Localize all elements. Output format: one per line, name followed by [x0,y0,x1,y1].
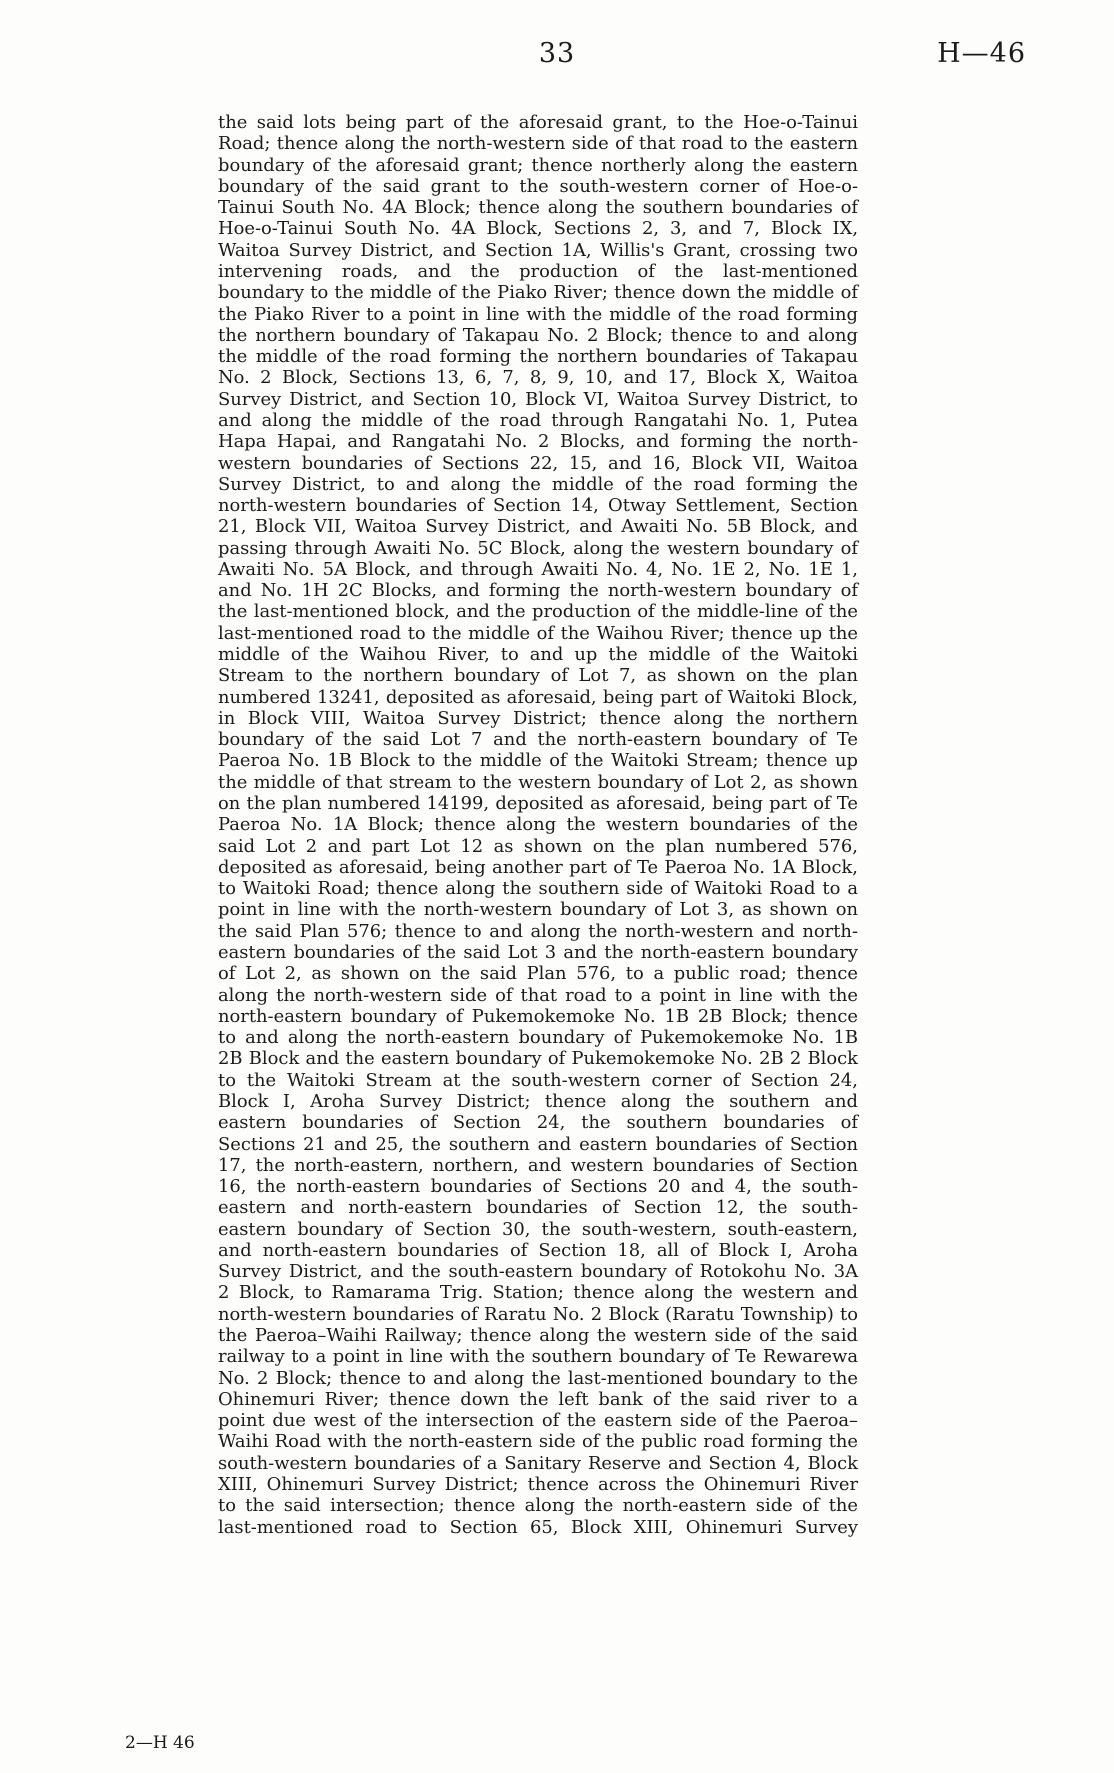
page-number: 33 [538,38,576,69]
printer-signature: 2—H 46 [125,1733,195,1753]
paragraph: the said lots being part of the aforesaid grant, to the Hoe-o-Tainui Road; thence along the north-western side of that road to the eastern boundary of the aforesaid grant; thence northerly along the eastern boundary of the said grant to the south-western corner of Hoe-o-Tainui South No. 4A Block; thence along the southern boundaries of Hoe-o-Tainui South No. 4A Block, Sections 2, 3, and 7, Block IX, Waitoa Survey District, and Section 1A, Willis's Grant, crossing two intervening roads, and the production of the last-mentioned boundary to the middle of the Piako River; thence down the middle of the Piako River to a point in line with the middle of the road forming the northern boundary of Takapau No. 2 Block; thence to and along the middle of the road forming the northern boundaries of Takapau No. 2 Block, Sections 13, 6, 7, 8, 9, 10, and 17, Block X, Waitoa Survey District, and Section 10, Block VI, Waitoa Survey District, to and along the middle of the road through Rangatahi No. 1, Putea Hapa Hapai, and Rangatahi No. 2 Blocks, and forming the north-western boundaries of Sections 22, 15, and 16, Block VII, Waitoa Survey District, to and along the middle of the road forming the north-western boundaries of Section 14, Otway Settlement, Section 21, Block VII, Waitoa Survey District, and Awaiti No. 5B Block, and passing through Awaiti No. 5C Block, along the western boundary of Awaiti No. 5A Block, and through Awaiti No. 4, No. 1E 2, No. 1E 1, and No. 1H 2C Blocks, and forming the north-western boundary of the last-mentioned block, and the production of the middle-line of the last-mentioned road to the middle of the Waihou River; thence up the middle of the Waihou River, to and up the middle of the Waitoki Stream to the northern boundary of Lot 7, as shown on the plan numbered 13241, deposited as aforesaid, being part of Waitoki Block, in Block VIII, Waitoa Survey District; thence along the northern boundary of the said Lot 7 and the north-eastern boundary of Te Paeroa No. 1B Block to the middle of the Waitoki Stream; thence up the middle of that stream to the western boundary of Lot 2, as shown on the plan numbered 14199, deposited as aforesaid, being part of Te Paeroa No. 1A Block; thence along the western boundaries of the said Lot 2 and part Lot 12 as shown on the plan numbered 576, deposited as aforesaid, being another part of Te Paeroa No. 1A Block, to Waitoki Road; thence along the southern side of Waitoki Road to a point in line with the north-western boundary of Lot 3, as shown on the said Plan 576; thence to and along the north-western and north-eastern boundaries of the said Lot 3 and the north-eastern boundary of Lot 2, as shown on the said Plan 576, to a public road; thence along the north-western side of that road to a point in line with the north-eastern boundary of Pukemokemoke No. 1B 2B Block; thence to and along the north-eastern boundary of Pukemokemoke No. 1B 2B Block and the eastern boundary of Pukemokemoke No. 2B 2 Block to the Waitoki Stream at the south-western corner of Section 24, Block I, Aroha Survey District; thence along the southern and eastern boundaries of Section 24, the southern boundaries of Sections 21 and 25, the southern and eastern boundaries of Section 17, the north-eastern, northern, and western boundaries of Section 16, the north-eastern boundaries of Sections 20 and 4, the south-eastern and north-eastern boundaries of Section 12, the south-eastern boundary of Section 30, the south-western, south-eastern, and north-eastern boundaries of Section 18, all of Block I, Aroha Survey District, and the south-eastern boundary of Rotokohu No. 3A 2 Block, to Ramarama Trig. Station; thence along the western and north-western boundaries of Raratu No. 2 Block (Raratu Township) to the Paeroa–Waihi Railway; thence along the western side of the said railway to a point in line with the southern boundary of Te Rewarewa No. 2 Block; thence to and along the last-mentioned boundary to the Ohinemuri River; thence down the left bank of the said river to a point due west of the intersection of the eastern side of the Paeroa–Waihi Road with the north-eastern side of the public road forming the south-western boundaries of a Sanitary Reserve and Section 4, Block XIII, Ohinemuri Survey District; thence across the Ohinemuri River to the said intersection; thence along the north-eastern side of the last-mentioned road to Section 65, Block XIII, Ohinemuri Survey [218,112,858,1538]
document-code: H—46 [937,38,1026,69]
body-text [218,112,858,1538]
